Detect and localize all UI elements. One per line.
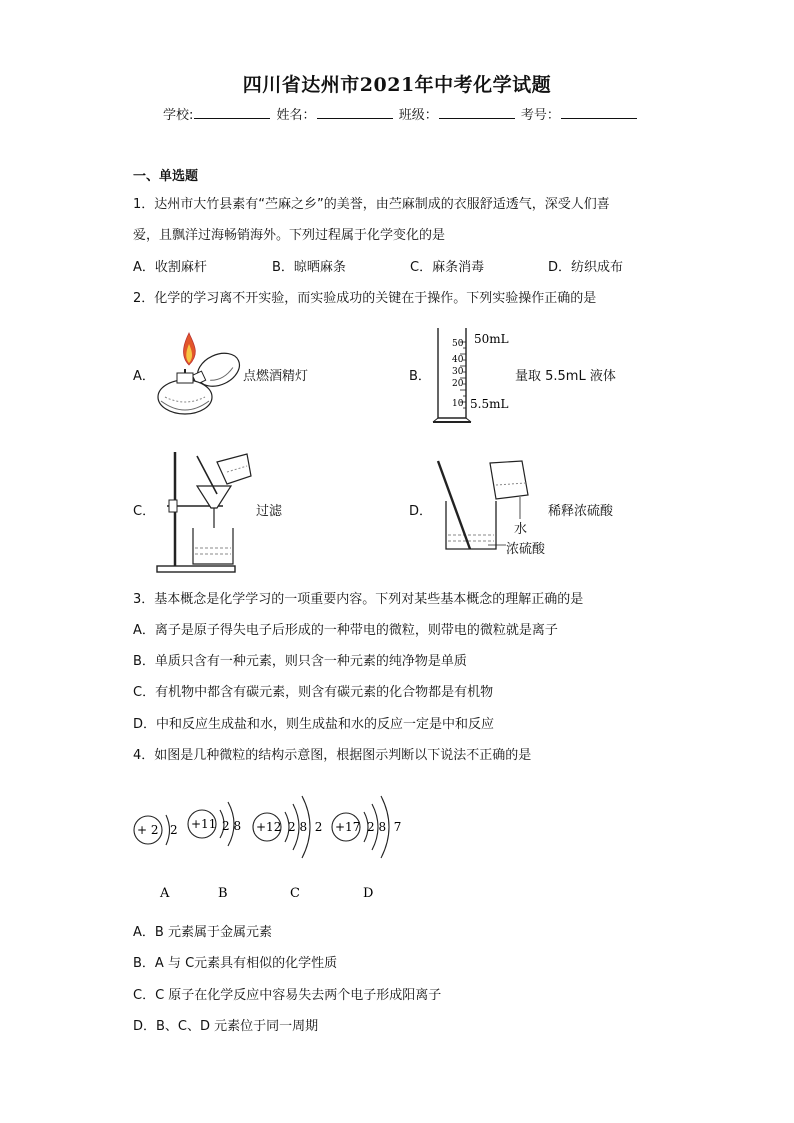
water-label: 水 xyxy=(514,522,528,537)
q4-option-b[interactable]: B．A 与 C元素具有相似的化学性质 xyxy=(133,956,338,971)
particle-a-nucleus: + 2 xyxy=(137,823,159,837)
q3-option-b[interactable]: B．单质只含有一种元素，则只含一种元素的纯净物是单质 xyxy=(133,654,467,669)
particle-b-label: B xyxy=(218,886,228,901)
particle-b-shells: 2 8 xyxy=(222,819,242,833)
cylinder-tick-10: 10 xyxy=(452,399,464,409)
alcohol-lamp-lighting-illustration xyxy=(155,327,245,419)
student-info-line xyxy=(163,104,639,123)
q1-option-b[interactable]: B．晾晒麻条 xyxy=(272,260,346,275)
conc-acid-label: 浓硫酸 xyxy=(506,542,546,557)
q2-option-d-caption: 稀释浓硫酸 xyxy=(548,504,614,519)
particle-c-nucleus: +12 xyxy=(256,820,282,834)
school-label: 学校: xyxy=(163,108,194,123)
q4-option-a[interactable]: A．B 元素属于金属元素 xyxy=(133,925,272,940)
cylinder-tick-30: 30 xyxy=(452,367,464,377)
cylinder-tick-50: 50 xyxy=(452,339,464,349)
q2-option-c-caption: 过滤 xyxy=(256,504,283,519)
particle-d-nucleus: +17 xyxy=(335,820,361,834)
q2-option-b-caption: 量取 5.5mL 液体 xyxy=(515,369,616,384)
cylinder-tick-40: 40 xyxy=(452,355,464,365)
q2-option-a-letter[interactable]: A． xyxy=(133,369,155,384)
atomic-structure-diagrams xyxy=(130,780,420,905)
q1-option-d[interactable]: D．纺织成布 xyxy=(548,260,624,275)
q4-stem: 4．如图是几种微粒的结构示意图，根据图示判断以下说法不正确的是 xyxy=(133,748,532,763)
exam-number-label: 考号： xyxy=(520,108,560,123)
class-label: 班级： xyxy=(398,108,438,123)
q3-option-a[interactable]: A．离子是原子得失电子后形成的一种带电的微粒，则带电的微粒就是离子 xyxy=(133,623,558,638)
q2-option-d-letter[interactable]: D． xyxy=(409,504,433,519)
cylinder-tick-20: 20 xyxy=(452,379,464,389)
particle-d-shells: 2 8 7 xyxy=(367,820,402,834)
school-blank[interactable] xyxy=(194,106,270,119)
filtration-apparatus-illustration xyxy=(155,450,255,576)
cylinder-capacity-label: 50mL xyxy=(474,332,509,346)
q1-option-a[interactable]: A．收割麻杆 xyxy=(133,260,207,275)
q1-stem-line2: 爱，且飘洋过海畅销海外。下列过程属于化学变化的是 xyxy=(133,228,446,243)
q4-option-d[interactable]: D．B、C、D 元素位于同一周期 xyxy=(133,1019,319,1034)
cylinder-volume-label: 5.5mL xyxy=(470,397,509,411)
q2-option-a-caption: 点燃酒精灯 xyxy=(243,369,309,384)
q4-option-c[interactable]: C．C 原子在化学反应中容易失去两个电子形成阳离子 xyxy=(133,988,442,1003)
graduated-cylinder-illustration xyxy=(430,324,520,426)
particle-c-label: C xyxy=(290,886,300,901)
q1-option-c[interactable]: C．麻条消毒 xyxy=(410,260,485,275)
name-blank[interactable] xyxy=(317,106,393,119)
q3-option-c[interactable]: C．有机物中都含有碳元素，则含有碳元素的化合物都是有机物 xyxy=(133,685,494,700)
class-blank[interactable] xyxy=(439,106,515,119)
q3-stem: 3．基本概念是化学学习的一项重要内容。下列对某些基本概念的理解正确的是 xyxy=(133,592,584,607)
q2-option-c-letter[interactable]: C． xyxy=(133,504,156,519)
section-heading: 一、单选题 xyxy=(133,169,199,184)
particle-d-label: D xyxy=(363,886,374,901)
particle-b-nucleus: +11 xyxy=(191,817,217,831)
particle-a-label: A xyxy=(160,886,170,901)
particle-c-shells: 2 8 2 xyxy=(288,820,323,834)
q2-stem: 2．化学的学习离不开实验，而实验成功的关键在于操作。下列实验操作正确的是 xyxy=(133,291,597,306)
exam-number-blank[interactable] xyxy=(561,106,637,119)
particle-a-shells: 2 xyxy=(170,823,178,837)
page-title: 四川省达州市2021年中考化学试题 xyxy=(242,74,552,96)
name-label: 姓名： xyxy=(276,108,316,123)
q3-option-d[interactable]: D．中和反应生成盐和水，则生成盐和水的反应一定是中和反应 xyxy=(133,717,495,732)
q2-option-b-letter[interactable]: B． xyxy=(409,369,431,384)
q1-stem-line1: 1．达州市大竹县素有“苎麻之乡”的美誉，由苎麻制成的衣服舒适透气，深受人们喜 xyxy=(133,197,610,212)
